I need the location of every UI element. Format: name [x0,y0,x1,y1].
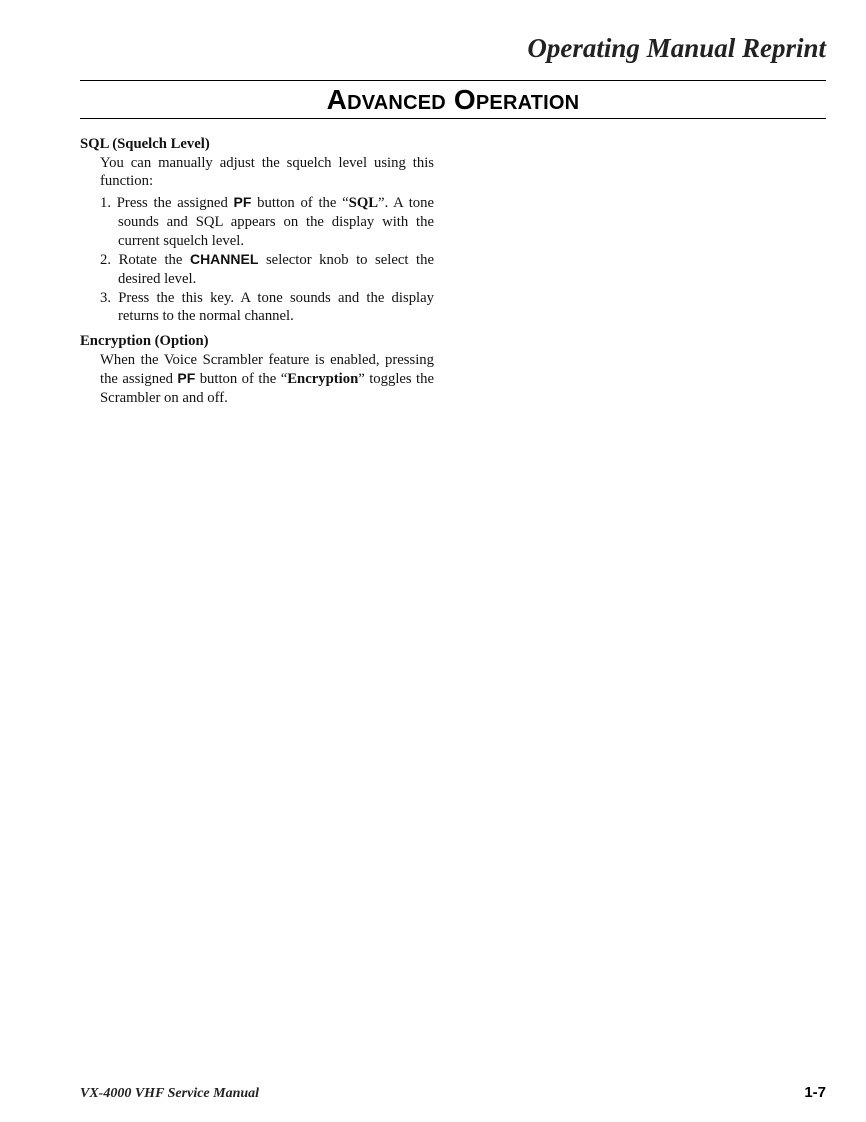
step-text: selector knob to select the desired level. [118,252,434,287]
step-number: 2. [100,252,112,269]
pf-key-label: PF [177,370,196,387]
encryption-heading: Encryption (Option) [80,333,209,350]
paragraph-text: ” toggles the Scrambler on and off. [100,371,435,407]
step-text: Rotate the [111,252,190,269]
step-text: button of the “ [251,195,349,212]
step-text: Press the assigned [111,195,234,212]
content-column [80,135,434,410]
sql-steps [100,193,434,326]
pf-key-label: PF [233,194,252,211]
section-heading: Advanced Operation [326,84,580,115]
sql-step-2 [100,250,434,288]
sql-function-label: SQL [348,195,379,212]
sql-heading: SQL (Squelch Level) [80,136,210,152]
step-text: ”. A tone sounds and SQL appears on the display with the current squelch level. [118,195,435,249]
step-number: 3. [100,289,112,306]
sql-step-3 [100,289,434,326]
page-number: 1-7 [804,1084,826,1101]
sql-step-1 [100,193,434,250]
page-header-title: Operating Manual Reprint [527,33,826,63]
step-number: 1. [100,195,112,212]
top-rule [80,80,826,81]
paragraph-text: When the Voice Scrambler feature is enabled, pressing the assigned [100,351,434,388]
heading-rule [80,118,826,119]
step-text: Press the this key. A tone sounds and the display returns to the normal channel. [111,289,434,325]
footer-manual-title: VX-4000 VHF Service Manual [80,1086,260,1101]
encryption-function-label: Encryption [287,371,359,388]
sql-intro: You can manually adjust the squelch level using this function: [100,154,434,190]
paragraph-text: button of the “ [195,371,288,388]
channel-knob-label: CHANNEL [189,251,259,268]
encryption-text [100,351,434,408]
